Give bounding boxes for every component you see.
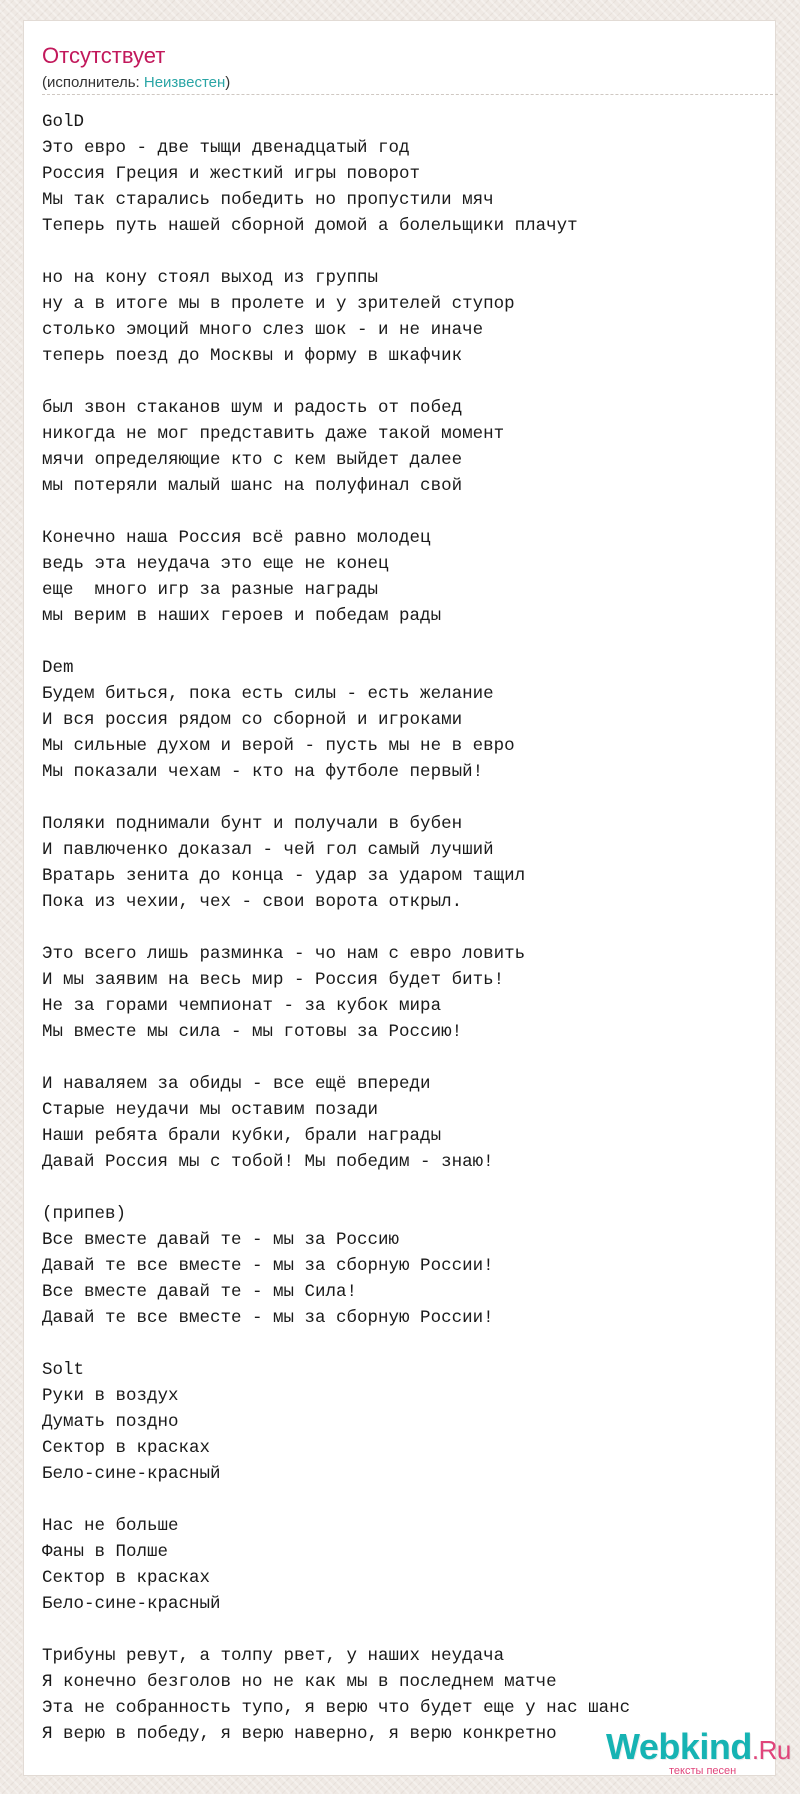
performer-line bbox=[42, 74, 230, 92]
lyrics-text bbox=[42, 109, 762, 1747]
logo-wordmark bbox=[606, 1727, 791, 1770]
lyric-line: мячи определяющие кто с кем выйдет далее bbox=[42, 450, 463, 470]
lyric-line: И наваляем за обиды - все ещё впереди bbox=[42, 1074, 431, 1094]
lyric-line: Эта не собранность тупо, я верю что будет еще у нас шанс bbox=[42, 1698, 631, 1718]
logo-tagline: тексты песен bbox=[669, 1765, 737, 1777]
lyric-line: Думать поздно bbox=[42, 1412, 179, 1432]
logo-main-text: Webkind bbox=[606, 1726, 752, 1767]
lyric-line: Давай те все вместе - мы за сборную России! bbox=[42, 1256, 494, 1276]
lyric-line: Я конечно безголов но не как мы в последнем матче bbox=[42, 1672, 557, 1692]
lyric-line: Все вместе давай те - мы за Россию bbox=[42, 1230, 400, 1250]
lyric-line: Это всего лишь разминка - чо нам с евро ловить bbox=[42, 944, 526, 964]
lyrics-card bbox=[23, 20, 791, 1777]
lyric-line: но на кону стоял выход из группы bbox=[42, 268, 379, 288]
logo-tld: .Ru bbox=[751, 1735, 791, 1765]
lyric-line: Давай те все вместе - мы за сборную России! bbox=[42, 1308, 494, 1328]
lyric-line: Бело-сине-красный bbox=[42, 1464, 221, 1484]
lyric-line: Dem bbox=[42, 658, 74, 678]
performer-suffix: ) bbox=[225, 74, 231, 91]
lyric-line: И мы заявим на весь мир - Россия будет бить! bbox=[42, 970, 505, 990]
performer-prefix: (исполнитель: bbox=[42, 74, 144, 91]
lyric-line: никогда не мог представить даже такой момент bbox=[42, 424, 505, 444]
song-title: Отсутствует bbox=[42, 43, 166, 68]
lyric-line bbox=[42, 915, 762, 941]
lyric-line: Россия Греция и жесткий игры поворот bbox=[42, 164, 421, 184]
lyric-line: Наши ребята брали кубки, брали награды bbox=[42, 1126, 442, 1146]
lyric-line: Мы так старались победить но пропустили мяч bbox=[42, 190, 494, 210]
lyric-line bbox=[42, 1331, 762, 1357]
lyric-line: Нас не больше bbox=[42, 1516, 179, 1536]
lyric-line: Не за горами чемпионат - за кубок мира bbox=[42, 996, 442, 1016]
lyric-line: Мы показали чехам - кто на футболе первый! bbox=[42, 762, 484, 782]
lyric-line: Я верю в победу, я верю наверно, я верю конкретно bbox=[42, 1724, 557, 1744]
lyric-line: столько эмоций много слез шок - и не иначе bbox=[42, 320, 484, 340]
lyric-line: мы верим в наших героев и победам рады bbox=[42, 606, 442, 626]
lyric-line: мы потеряли малый шанс на полуфинал свой bbox=[42, 476, 463, 496]
lyric-line: Вратарь зенита до конца - удар за ударом тащил bbox=[42, 866, 526, 886]
title-divider bbox=[42, 94, 778, 95]
lyric-line: Фаны в Полше bbox=[42, 1542, 169, 1562]
lyric-line: Руки в воздух bbox=[42, 1386, 179, 1406]
lyric-line: Давай Россия мы с тобой! Мы победим - знаю! bbox=[42, 1152, 494, 1172]
lyric-line: Сектор в красках bbox=[42, 1438, 211, 1458]
lyric-line: И павлюченко доказал - чей гол самый лучший bbox=[42, 840, 494, 860]
lyric-line bbox=[42, 239, 762, 265]
lyric-line: Все вместе давай те - мы Сила! bbox=[42, 1282, 358, 1302]
lyric-line: GolD bbox=[42, 112, 85, 132]
lyric-line: Бело-сине-красный bbox=[42, 1594, 221, 1614]
lyric-line bbox=[42, 369, 762, 395]
lyric-line: Поляки поднимали бунт и получали в бубен bbox=[42, 814, 463, 834]
lyric-line bbox=[42, 785, 762, 811]
lyric-line bbox=[42, 1487, 762, 1513]
lyric-line: Теперь путь нашей сборной домой а болельщики плачут bbox=[42, 216, 578, 236]
lyric-line: теперь поезд до Москвы и форму в шкафчик bbox=[42, 346, 463, 366]
lyric-line: Трибуны ревут, а толпу рвет, у наших неудача bbox=[42, 1646, 505, 1666]
lyric-line: Мы вместе мы сила - мы готовы за Россию! bbox=[42, 1022, 463, 1042]
lyric-line bbox=[42, 1045, 762, 1071]
performer-link[interactable]: Неизвестен bbox=[143, 74, 226, 91]
lyric-line: Будем биться, пока есть силы - есть желание bbox=[42, 684, 494, 704]
lyric-line bbox=[42, 499, 762, 525]
webkind-logo[interactable] bbox=[584, 1727, 800, 1783]
lyric-line bbox=[42, 1175, 762, 1201]
lyric-line: Solt bbox=[42, 1360, 85, 1380]
lyric-line: Старые неудачи мы оставим позади bbox=[42, 1100, 379, 1120]
lyric-line: ведь эта неудача это еще не конец bbox=[42, 554, 389, 574]
lyric-line: И вся россия рядом со сборной и игроками bbox=[42, 710, 463, 730]
lyric-line: Пока из чехии, чех - свои ворота открыл. bbox=[42, 892, 463, 912]
lyric-line bbox=[42, 629, 762, 655]
lyric-line: ну а в итоге мы в пролете и у зрителей ступор bbox=[42, 294, 515, 314]
lyric-line bbox=[42, 1617, 762, 1643]
lyric-line: был звон стаканов шум и радость от побед bbox=[42, 398, 463, 418]
lyric-line: Мы сильные духом и верой - пусть мы не в евро bbox=[42, 736, 515, 756]
lyric-line: Сектор в красках bbox=[42, 1568, 211, 1588]
lyric-line: (припев) bbox=[42, 1204, 127, 1224]
lyric-line: Это евро - две тыщи двенадцатый год bbox=[42, 138, 410, 158]
lyric-line: Конечно наша Россия всё равно молодец bbox=[42, 528, 431, 548]
lyric-line: еще много игр за разные награды bbox=[42, 580, 379, 600]
